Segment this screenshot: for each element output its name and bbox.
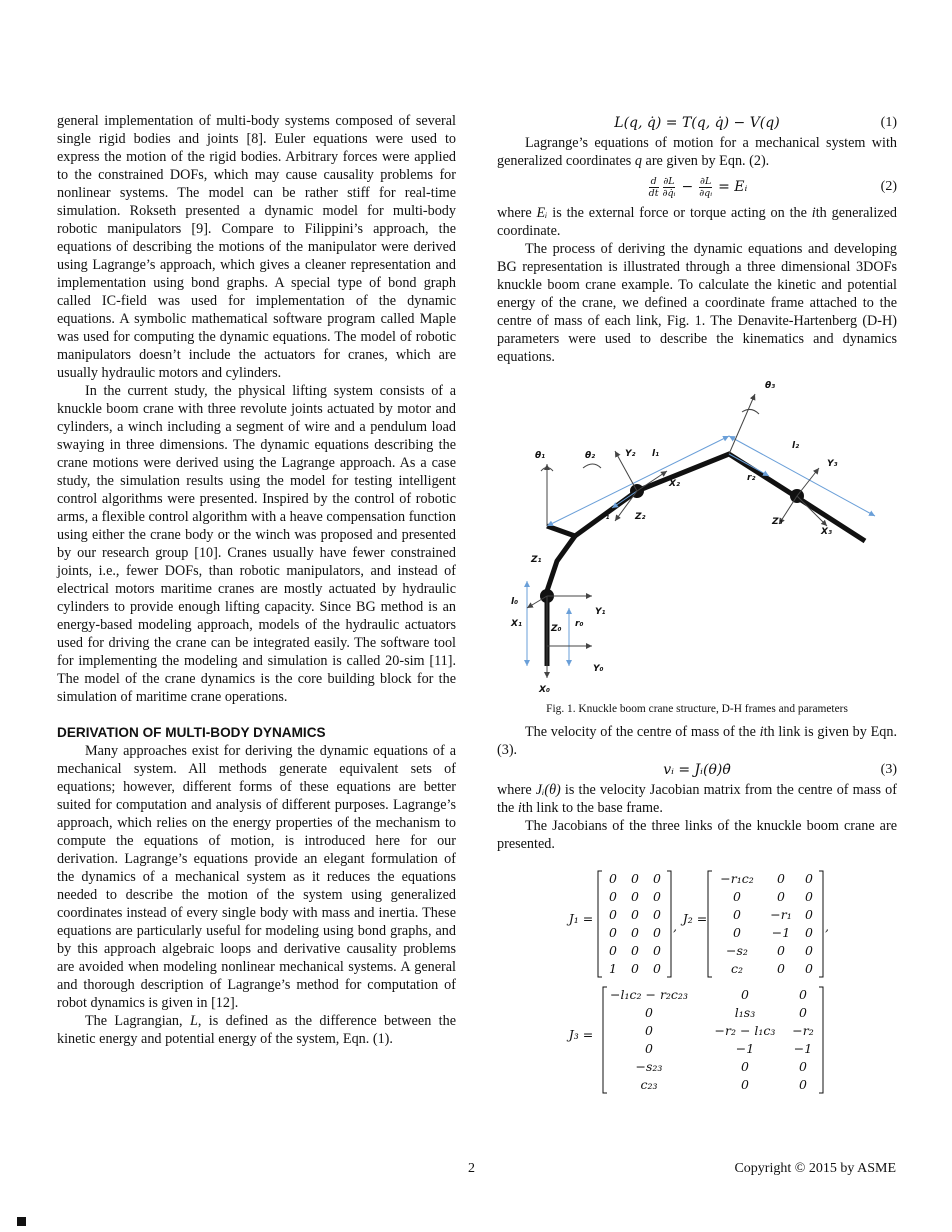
j3-cell: −l₁c₂ − r₂c₂₃ — [610, 987, 688, 1002]
j3-cell: 0 — [741, 987, 749, 1002]
j3-cell: −1 — [735, 1041, 755, 1056]
j1-cell: 0 — [653, 961, 661, 976]
j1-label: J₁ = — [568, 911, 594, 926]
j2-cell: 0 — [805, 871, 813, 886]
j1-cell: 0 — [631, 961, 639, 976]
j1-cell: 0 — [631, 925, 639, 940]
label-l1: l₁ — [652, 449, 660, 459]
j1-cell: 0 — [653, 943, 661, 958]
label-z1: Z₁ — [531, 555, 542, 565]
j3-label: J₃ = — [568, 1027, 594, 1042]
equation-2: $\frac{d}{dt}$ $\frac{\partial L}{\text{∂q̇ᵢ}}$ − $\frac{\partial L}{\text{∂qᵢ}}$ = Eᵢ (2) — [648, 175, 897, 199]
j2-cell: 0 — [777, 871, 785, 886]
j3-cell: 0 — [799, 1005, 807, 1020]
j1-cell: 0 — [609, 943, 617, 958]
j2-cell: 0 — [777, 961, 785, 976]
label-y1: Y₁ — [595, 607, 606, 617]
paragraph: The Lagrangian, L, is defined as the difference between the kinetic energy and potential energy of the system, Eqn. (1). — [57, 1013, 456, 1047]
j1-cell: 0 — [631, 871, 639, 886]
paragraph: where Eᵢ is the external force or torque acting on the ith generalized coordinate. — [497, 205, 897, 239]
j3-cell: 0 — [799, 1059, 807, 1074]
label-y3: Y₃ — [827, 459, 838, 469]
label-y0: Y₀ — [593, 664, 604, 674]
label-y2: Y₂ — [625, 449, 636, 459]
matrix-comma: , — [673, 919, 677, 934]
j3-cell: −s₂₃ — [635, 1059, 663, 1074]
label-z3: Z₃ — [772, 517, 783, 527]
figure-caption: Fig. 1. Knuckle boom crane structure, D-H frames and parameters — [546, 703, 848, 715]
j2-cell: 0 — [805, 961, 813, 976]
j1-cell: 0 — [653, 925, 661, 940]
label-r1: r₁ — [601, 512, 610, 522]
equation-number: (1) — [880, 115, 897, 130]
matrix-comma: , — [825, 919, 829, 934]
j2-label: J₂ = — [682, 911, 708, 926]
j3-cell: l₁s₃ — [734, 1005, 756, 1020]
label-theta2: θ₂ — [585, 451, 596, 461]
corner-mark — [17, 1217, 26, 1226]
equation-1: L(q, q̇) = T(q, q̇) − V(q) (1) — [614, 115, 897, 131]
label-z0: Z₀ — [551, 624, 562, 634]
j1-cell: 0 — [609, 925, 617, 940]
label-r0: r₀ — [575, 619, 584, 629]
paragraph: In the current study, the physical lifting system consists of a knuckle boom crane with three revolute joints actuated by motor and cylinders, a winch including a segment of wire and a pendulum load swaying in three dimensions. The dynamic equations describing the crane motions were derived using the Lagrange approach. As a case study, the simulation results using the model for testing intelligent control algorithms were presented. Inspired by the control of robotic arms, a flexible control algorithm with a heave compensation function using either the crane body or the winch was proposed and presented by our research group [10]. Cranes usually have fewer constrained joints, i.e., fewer DOFs, than robotic manipulators, and instead of electrical motors maritime cranes are mostly actuated by hydraulic cylinders to provide enough lifting capacity. Since BG method is an energy-based modeling approach, models of the hydraulic actuators used for driving the crane can be integrated easily. The software tool for implementing the modeling and simulation is called 20-sim [11]. The model of the crane dynamics is the core building block for the simulation of maritime crane operations. — [57, 383, 456, 705]
section-heading: DERIVATION OF MULTI-BODY DYNAMICS — [57, 725, 326, 740]
label-r2: r₂ — [747, 473, 756, 483]
paragraph: general implementation of multi-body systems composed of several single rigid bodies and joints [8]. Euler equations were used to express the motion of the rigid bodies. Arbitrary forces were applied to the constrained DOFs, which may cause causality problems for nonlinear systems. The model can be rather stiff for real-time simulation. Rokseth presented a dynamic model for multi-body robotic manipulators [9]. Compare to Filippini’s approach, the equations of describing the motions of the manipulator were derived using Lagrange’s approach, which gives a cleaner representation and implementation using bond graphs. A special type of bond graph called IC-field was used for implementation of the dynamic equations. A symbolic mathematical software program called Maple was used for computing the dynamic equations. The model of robotic manipulators doesn’t include the actuators for cranes, which are usually hydraulic motors and cylinders. — [57, 113, 456, 381]
equation-number: (2) — [880, 179, 897, 194]
j1-cell: 1 — [609, 961, 617, 976]
j2-cell: 0 — [777, 943, 785, 958]
label-x2: X₂ — [669, 479, 680, 489]
j3-cell: −r₂ — [792, 1023, 814, 1038]
j2-cell: 0 — [805, 907, 813, 922]
j3-cell: 0 — [799, 987, 807, 1002]
right-column — [497, 112, 897, 1094]
left-column — [57, 112, 456, 1048]
paragraph: The velocity of the centre of mass of the ith link is given by Eqn. (3). — [497, 724, 897, 758]
j3-cell: 0 — [799, 1077, 807, 1092]
label-l0: l₀ — [511, 597, 519, 607]
j2-cell: −1 — [771, 925, 791, 940]
paragraph: The process of deriving the dynamic equations and developing BG representation is illustrated through a three dimensional 3DOFs knuckle boom crane example. To calculate the kinetic and potential energy of the crane, we defined a coordinate frame attached to the centre of mass of each link, Fig. 1. The Denavite-Hartenberg (D-H) parameters were used to describe the kinematics and dynamics equations. — [497, 241, 897, 365]
label-theta3: θ₃ — [765, 381, 776, 391]
j2-cell: 0 — [733, 925, 741, 940]
j2-cell: 0 — [805, 889, 813, 904]
j3-cell: −1 — [793, 1041, 813, 1056]
jacobian-matrices — [497, 859, 897, 1094]
j3-cell: 0 — [645, 1041, 653, 1056]
j2-cell: 0 — [733, 907, 741, 922]
label-x1: X₁ — [511, 619, 522, 629]
j2-cell: 0 — [805, 925, 813, 940]
copyright: Copyright © 2015 by ASME — [734, 1161, 896, 1176]
j2-cell: 0 — [733, 889, 741, 904]
j1-cell: 0 — [609, 907, 617, 922]
j2-cell: 0 — [777, 889, 785, 904]
j2-cell: c₂ — [730, 961, 744, 976]
j3-cell: c₂₃ — [640, 1077, 658, 1092]
paragraph: Lagrange’s equations of motion for a mechanical system with generalized coordinates q are given by Eqn. (2). — [497, 135, 897, 169]
j1-cell: 0 — [609, 889, 617, 904]
crane-figure — [497, 376, 897, 696]
equation-3: vᵢ = Jᵢ(θ)θ̇ (3) — [663, 762, 897, 778]
j1-cell: 0 — [631, 907, 639, 922]
label-z2: Z₂ — [635, 512, 646, 522]
j2-cell: 0 — [805, 943, 813, 958]
j2-cell: −r₁c₂ — [720, 871, 754, 886]
equation-number: (3) — [880, 762, 897, 777]
j3-cell: −r₂ − l₁c₃ — [714, 1023, 776, 1038]
j1-cell: 0 — [609, 871, 617, 886]
j3-cell: 0 — [645, 1023, 653, 1038]
j2-cell: −r₁ — [770, 907, 792, 922]
j3-cell: 0 — [741, 1077, 749, 1092]
j3-cell: 0 — [645, 1005, 653, 1020]
j2-cell: −s₂ — [726, 943, 748, 958]
j1-cell: 0 — [631, 943, 639, 958]
label-x3: X₃ — [821, 527, 832, 537]
paragraph: where Jᵢ(θ) is the velocity Jacobian matrix from the centre of mass of the ith link to the base frame. — [497, 782, 897, 816]
label-x0: X₀ — [539, 685, 550, 695]
label-l2: l₂ — [792, 441, 800, 451]
page-number: 2 — [468, 1161, 475, 1176]
paragraph: Many approaches exist for deriving the dynamic equations of a mechanical system. All methods generate equivalent sets of equations; however, different forms of these equations are better suited for computation and analysis of different purposes. Lagrange’s approach, which relies on the energy properties of the mechanism to compute the equations of motion, is introduced here for our derivation. Lagrange’s equations provide an elegant formulation of the dynamics of a mechanical system as it reduces the equations needed to describe the motion of the system using generalized coordinates instead of every single body with mass and inertia. These equations are particularly useful for modeling using bond graphs, and by this approach algebraic loops and derivative causality problems are avoided when modeling nonlinear mechanical systems. A general and thorough description of Lagrange’s method for computation of robot dynamics is given in [12]. — [57, 743, 456, 1011]
j1-cell: 0 — [653, 871, 661, 886]
label-theta1: θ₁ — [535, 451, 546, 461]
j1-cell: 0 — [653, 907, 661, 922]
j1-cell: 0 — [631, 889, 639, 904]
paragraph: The Jacobians of the three links of the knuckle boom crane are presented. — [497, 818, 897, 852]
j3-cell: 0 — [741, 1059, 749, 1074]
j1-cell: 0 — [653, 889, 661, 904]
